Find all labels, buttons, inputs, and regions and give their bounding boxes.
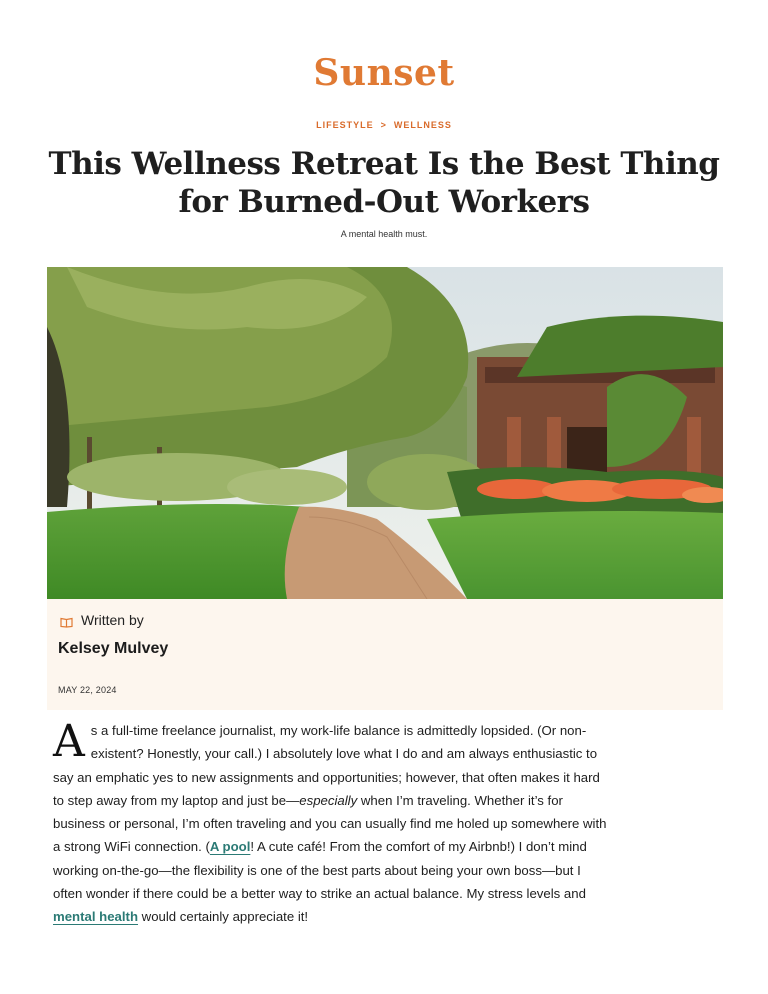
page-title: This Wellness Retreat Is the Best Thing for Burned-Out Workers: [48, 146, 720, 220]
breadcrumb-separator: >: [380, 120, 387, 130]
publish-date: MAY 22, 2024: [58, 685, 117, 695]
byline-card: [47, 599, 723, 710]
breadcrumb-lifestyle[interactable]: LIFESTYLE: [316, 120, 374, 130]
sunset-logo[interactable]: Sunset: [313, 52, 455, 94]
written-by: [60, 612, 144, 628]
book-icon: [60, 615, 73, 626]
author-name[interactable]: Kelsey Mulvey: [58, 640, 169, 657]
breadcrumb-wellness[interactable]: WELLNESS: [393, 120, 452, 130]
mental-health-link[interactable]: mental health: [53, 909, 139, 925]
hero-image: [47, 267, 723, 599]
drop-cap: A: [53, 716, 85, 767]
written-by-label: Written by: [81, 612, 144, 628]
article-dek: A mental health must.: [340, 229, 428, 239]
article-body: [53, 716, 613, 929]
breadcrumb: [0, 120, 768, 130]
body-text: s a full-time freelance journalist, my work-life balance is admittedly lopsided. (Or non-existent? Honestly, your call.) I absolutely love what I do and am always enthusiastic to say an emphatic yes to new assignments and opportunities; however, that often makes it hard to step away from my laptop and just be—: [53, 723, 600, 808]
article-paragraph: [53, 716, 613, 929]
a-pool-link[interactable]: A pool: [209, 839, 251, 855]
body-text: when I’m traveling. Whether it’s for business or personal, I’m often traveling and you can usually find me holed up somewhere with a strong WiFi connection. (: [53, 792, 607, 855]
body-text: would certainly appreciate it!: [138, 909, 309, 925]
body-text: ! A cute café! From the comfort of my Airbnb!) I don’t mind working on-the-go—the flexibility is one of the best parts about being your own boss—but I often wonder if there could be a better way to strike an actual balance. My stress levels and: [53, 839, 587, 902]
body-emphasis: especially: [299, 792, 358, 808]
